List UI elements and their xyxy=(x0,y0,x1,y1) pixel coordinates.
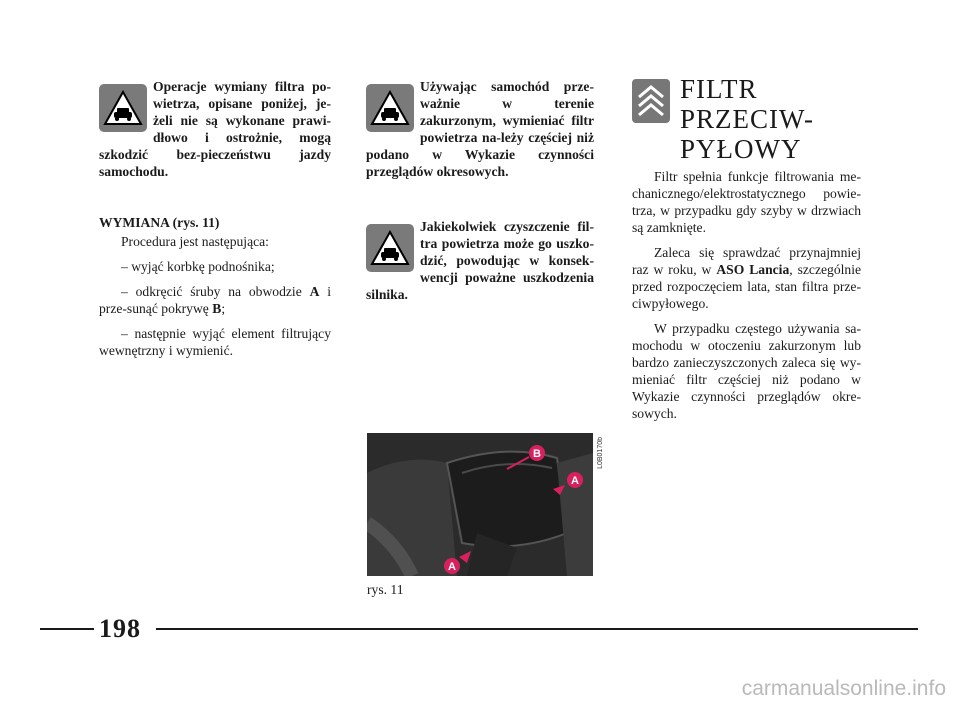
warning-block-3 xyxy=(366,218,594,303)
warning-block-1 xyxy=(99,78,331,180)
car-warning-icon xyxy=(99,84,147,132)
paragraph-3: W przypadku częstego używania sa-mochodu w otoczeniu zakurzonym lub bardzo zanieczyszczonych zaleca się wy-mieniać filtr częściej niż podano w Wykazie czynności przeglądów okre-sowych. xyxy=(632,321,861,421)
footer-rule-right xyxy=(156,628,918,630)
intro-text: Procedura jest następująca: xyxy=(121,234,269,249)
paragraph-1: Filtr spełnia funkcje filtrowania me-chanicznego/elektrostatycznego powie-trza, w przypadku gdy szyby w drzwiach są zamknięte. xyxy=(632,169,861,235)
warning-text: Używając samochód prze-ważnie w terenie zakurzonym, wymieniać filtr powietrza na-leży częściej niż podano w Wykazie czynności przeglądów okresowych. xyxy=(366,79,594,179)
chevron-up-icon xyxy=(632,79,670,123)
svg-text:A: A xyxy=(571,475,579,487)
column-3 xyxy=(632,168,861,422)
warning-text: Operacje wymiany filtra po-wietrza, opisane poniżej, je-żeli nie są wykonane prawi-dłowo i ostrożnie, mogą szkodzić bez-pieczeństwu jazdy samochodu. xyxy=(99,79,331,179)
column-2 xyxy=(366,78,594,303)
paragraph-2: Zaleca się sprawdzać przynajmniej raz w roku, w ASO Lancia, szczególnie przed rozpoczęciem lata, stan filtra prze-ciwpyłowego. xyxy=(632,245,862,311)
svg-text:A: A xyxy=(448,561,456,573)
step-1: – wyjąć korbkę podnośnika; xyxy=(121,259,275,274)
svg-text:B: B xyxy=(533,448,541,460)
section-title: FILTR PRZECIW- PYŁOWY xyxy=(680,74,814,164)
figure-caption: rys. 11 xyxy=(367,582,404,597)
watermark: carmanualsonline.info xyxy=(741,677,946,700)
step-3: – następnie wyjąć element filtrujący wewnętrzny i wymienić. xyxy=(99,326,331,358)
column-1 xyxy=(99,78,331,359)
figure-code: L0B0170b xyxy=(597,437,604,469)
step-2: – odkręcić śruby na obwodzie A i prze-sunąć pokrywę B; xyxy=(99,284,331,316)
car-warning-icon xyxy=(366,224,414,272)
car-warning-icon xyxy=(366,84,414,132)
page-number: 198 xyxy=(99,614,141,643)
warning-block-2 xyxy=(366,78,594,180)
engine-photo xyxy=(367,433,593,576)
warning-text: Jakiekolwiek czyszczenie fil-tra powietrza może go uszko-dzić, powodując w konsek-wencji poważne uszkodzenia silnika. xyxy=(366,219,594,302)
section-heading: WYMIANA (rys. 11) xyxy=(99,215,220,230)
footer-rule-left xyxy=(40,628,94,630)
